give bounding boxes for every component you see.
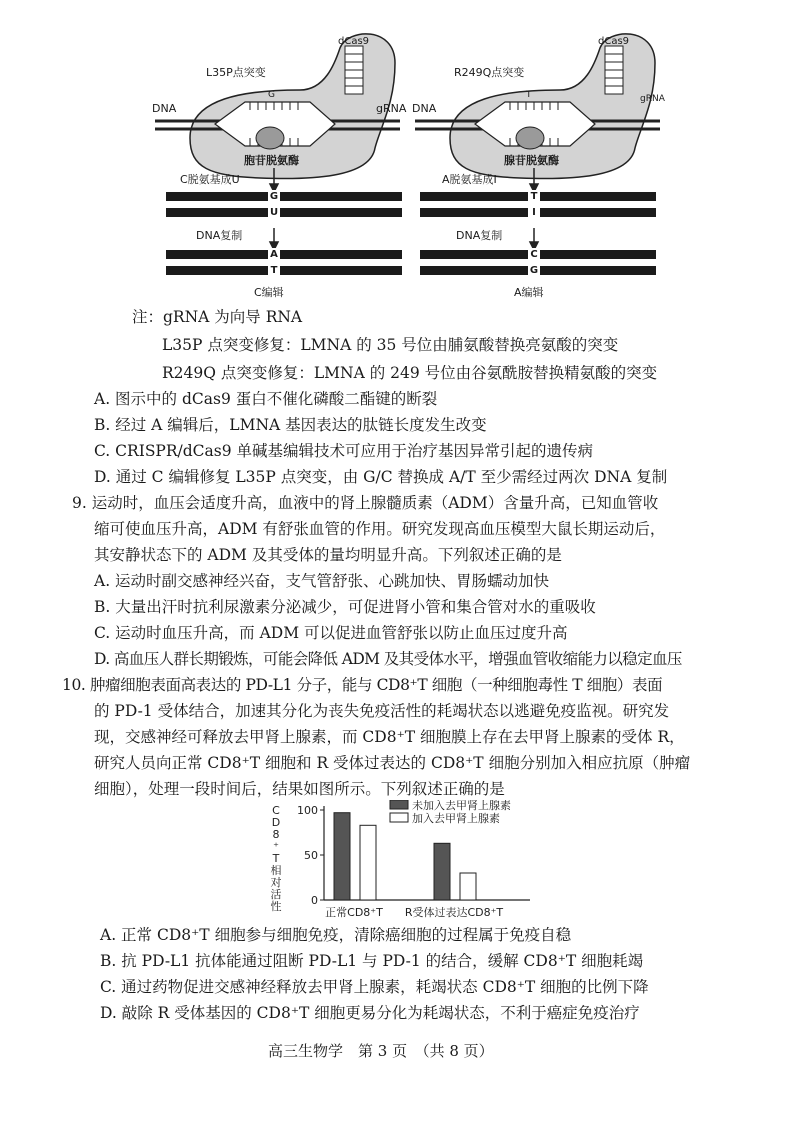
left-base-2a: A [268, 248, 280, 261]
right-enzyme-label: 腺苷脱氨酶 [504, 154, 559, 167]
left-dna-strand-top-2 [166, 250, 402, 259]
q9-stem-1: 9. 运动时，血压会适度升高，血液中的肾上腺髓质素（ADM）含量升高，已知血管收 [72, 494, 659, 512]
right-step2-label: DNA复制 [456, 229, 503, 242]
q10-stem-4: 研究人员向正常 CD8⁺T 细胞和 R 受体过表达的 CD8⁺T 细胞分别加入相应抗原（肿瘤 [94, 754, 691, 772]
activity-bar-chart [260, 800, 540, 928]
q10-option-d: D. 敲除 R 受体基因的 CD8⁺T 细胞更易分化为耗竭状态，不利于癌症免疫治疗 [100, 1004, 640, 1022]
left-base-2b: T [268, 264, 280, 277]
q8-option-c: C. CRISPR/dCas9 单碱基编辑技术可应用于治疗基因异常引起的遗传病 [94, 442, 594, 460]
x-category-label: R受体过表达CD8⁺T [404, 906, 504, 919]
left-base-1a: G [269, 191, 279, 202]
right-base-2a: C [528, 248, 540, 261]
y-axis-label-char: ⁺ [273, 840, 279, 853]
legend-swatch [390, 800, 408, 809]
y-tick-label: 100 [297, 804, 318, 817]
q8-option-d: D. 通过 C 编辑修复 L35P 点突变，由 G/C 替换成 A/T 至少需经过两次 DNA 复制 [94, 468, 668, 486]
y-axis-label-char: 性 [270, 900, 282, 913]
q10-option-a: A. 正常 CD8⁺T 细胞参与细胞免疫，清除癌细胞的过程属于免疫自稳 [100, 926, 572, 944]
legend-label: 加入去甲肾上腺素 [412, 812, 500, 825]
left-base-1b: U [269, 207, 279, 218]
q9-stem-3: 其安静状态下的 ADM 及其受体的量均明显升高。下列叙述正确的是 [94, 546, 562, 564]
bar-0-0 [334, 813, 350, 900]
note-line-1: 注：gRNA 为向导 RNA [132, 308, 303, 326]
left-dcas9-label: dCas9 [338, 36, 370, 47]
right-dna-label: DNA [412, 102, 437, 115]
right-step1-label: A脱氨基成I [442, 173, 497, 186]
legend-label: 未加入去甲肾上腺素 [412, 800, 511, 812]
left-dna-strand-top-1 [166, 192, 402, 201]
right-grna-label: gRNA [640, 94, 665, 104]
right-mutation-label: R249Q点突变 [454, 66, 525, 79]
crispr-figure [150, 28, 710, 300]
q9-option-d: D. 高血压人群长期锻炼，可能会降低 ADM 及其受体水平，增强血管收缩能力以稳定血压 [94, 650, 682, 668]
q10-stem-2: 的 PD-1 受体结合，加速其分化为丧失免疫活性的耗竭状态以逃避免疫监视。研究发 [94, 702, 670, 720]
bar-1-1 [460, 873, 476, 900]
y-axis-label-char: 对 [270, 876, 282, 889]
left-dna-label: DNA [152, 102, 177, 115]
q9-option-c: C. 运动时血压升高，而 ADM 可以促进血管舒张以防止血压过度升高 [94, 624, 568, 642]
q10-option-c: C. 通过药物促进交感神经释放去甲肾上腺素，耗竭状态 CD8⁺T 细胞的比例下降 [100, 978, 649, 996]
left-step2-label: DNA复制 [196, 229, 243, 242]
y-axis-label-char: 相 [270, 864, 282, 877]
left-step1-label: C脱氨基成U [180, 173, 240, 186]
q10-option-b: B. 抗 PD-L1 抗体能通过阻断 PD-L1 与 PD-1 的结合，缓解 CD8⁺T 细胞耗竭 [100, 952, 644, 970]
right-base-1a: T [528, 190, 540, 203]
y-axis-label-char: D [271, 816, 281, 829]
bar-1-0 [434, 843, 450, 900]
y-axis-label-char: C [272, 804, 280, 817]
q9-option-a: A. 运动时副交感神经兴奋，支气管舒张、心跳加快、胃肠蠕动加快 [94, 572, 550, 590]
left-enzyme-label: 胞苷脱氨酶 [244, 154, 299, 167]
q8-option-b: B. 经过 A 编辑后，LMNA 基因表达的肽链长度发生改变 [94, 416, 487, 434]
left-dna-strand-bottom-2 [166, 266, 402, 275]
page-footer: 高三生物学 第 3 页 （共 8 页） [268, 1042, 494, 1060]
left-mutation-label: L35P点突变 [206, 66, 266, 79]
left-caption: C编辑 [254, 286, 284, 299]
y-tick-label: 50 [304, 849, 318, 862]
right-base-1b: I [528, 206, 540, 219]
y-axis-label-char: 活 [270, 888, 282, 901]
left-dna-strand-bottom-1 [166, 208, 402, 217]
y-axis-label-char: T [272, 852, 280, 865]
note-line-2: L35P 点突变修复：LMNA 的 35 号位由脯氨酸替换亮氨酸的突变 [162, 336, 619, 354]
q10-stem-1: 10. 肿瘤细胞表面高表达的 PD-L1 分子，能与 CD8⁺T 细胞（一种细胞毒性 T 细胞）表面 [62, 676, 663, 694]
right-caption: A编辑 [514, 286, 544, 299]
q8-option-a: A. 图示中的 dCas9 蛋白不催化磷酸二酯键的断裂 [94, 390, 438, 408]
q10-stem-5: 细胞），处理一段时间后，结果如图所示。下列叙述正确的是 [94, 780, 505, 798]
right-base-2b: G [529, 265, 539, 276]
left-grna-label: gRNA [376, 102, 407, 115]
right-dcas9-label: dCas9 [598, 36, 630, 47]
right-t-base: T [526, 90, 532, 100]
note-line-3: R249Q 点突变修复：LMNA 的 249 号位由谷氨酰胺替换精氨酸的突变 [162, 364, 658, 382]
x-category-label: 正常CD8⁺T [325, 906, 383, 919]
q9-stem-2: 缩可使血压升高，ADM 有舒张血管的作用。研究发现高血压模型大鼠长期运动后， [94, 520, 666, 538]
activity-bar-chart-svg [260, 800, 540, 928]
y-axis-label-char: 8 [272, 828, 280, 841]
bar-0-1 [360, 825, 376, 900]
left-g-base: G [268, 90, 275, 100]
legend-swatch [390, 813, 408, 822]
y-tick-label: 0 [311, 894, 318, 907]
q10-stem-3: 现，交感神经可释放去甲肾上腺素，而 CD8⁺T 细胞膜上存在去甲肾上腺素的受体 R， [94, 728, 685, 746]
q9-option-b: B. 大量出汗时抗利尿激素分泌减少，可促进肾小管和集合管对水的重吸收 [94, 598, 596, 616]
